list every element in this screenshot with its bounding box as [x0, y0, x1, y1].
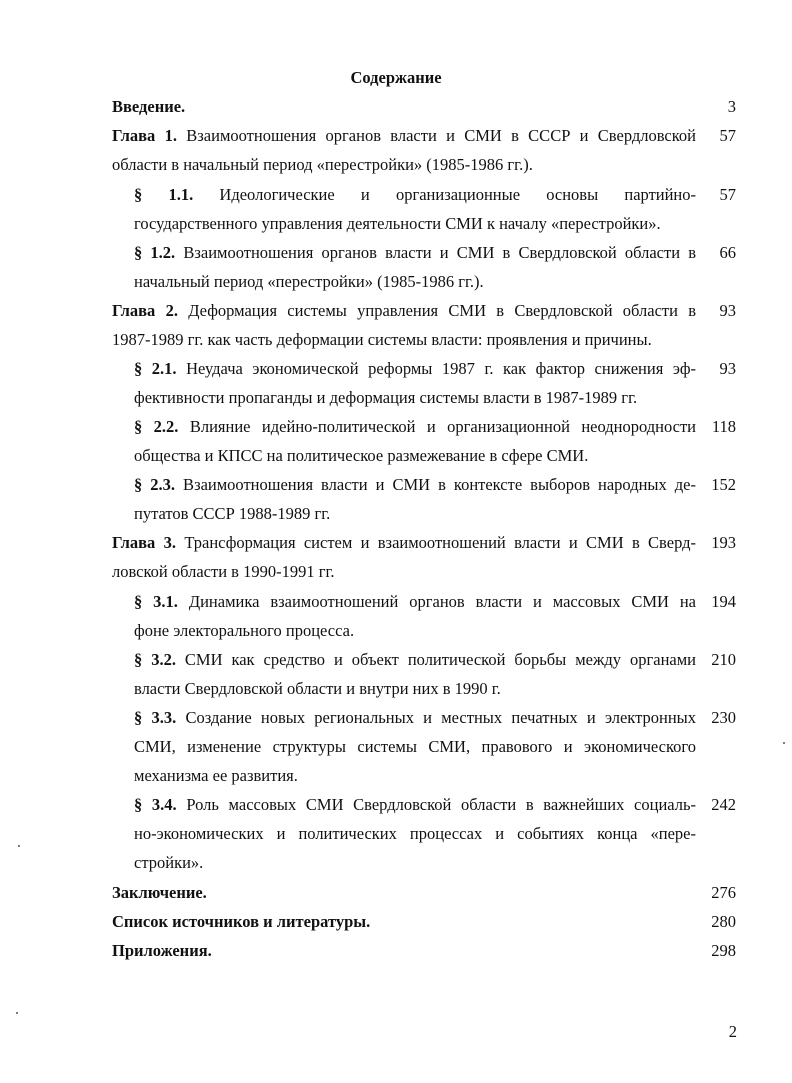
entry-page: 66 — [719, 243, 736, 262]
entry-label: Приложения. — [112, 941, 212, 960]
entry-label: § 2.3. — [134, 475, 176, 494]
entry-page: 242 — [711, 795, 736, 814]
entry-title: Влияние идейно-политической и организационной неоднородности — [178, 417, 697, 436]
scan-speck — [783, 742, 785, 744]
entry-title-line-2: начальный период «перестройки» (1985-1986 гг.). — [134, 272, 484, 291]
entry-title: Взаимоотношения органов власти и СМИ в Свердловской области в — [175, 243, 697, 262]
entry-title-line-2: 1987-1989 гг. как часть деформации системы власти: проявления и причины. — [112, 330, 652, 349]
entry-title: Неудача экономической реформы 1987 г. как фактор снижения эф- — [176, 359, 697, 378]
entry-label: Заключение. — [112, 883, 207, 902]
entry-page: 193 — [711, 533, 736, 552]
entry-page: 210 — [711, 650, 736, 669]
entry-title: Взаимоотношения органов власти и СМИ в СССР и Свердловской — [176, 126, 697, 145]
entry-label: Глава 1. — [112, 126, 177, 145]
entry-page: 298 — [711, 941, 736, 960]
entry-page: 57 — [719, 185, 736, 204]
entry-page: 118 — [711, 417, 736, 436]
entry-title-line-2: но-экономических и политических процессах и событиях конца «пере- — [134, 824, 696, 843]
entry-label: § 1.2. — [134, 243, 176, 262]
entry-label: § 2.1. — [134, 359, 177, 378]
entry-label: § 1.1. — [134, 185, 194, 204]
entry-title-line-3: стройки». — [134, 853, 204, 872]
entry-title-line-3: механизма ее развития. — [134, 766, 298, 785]
page-title: Содержание — [350, 68, 442, 87]
entry-title: Идеологические и организационные основы партийно- — [193, 185, 697, 204]
entry-title: Взаимоотношения власти и СМИ в контексте выборов народных де- — [175, 475, 696, 494]
entry-title-line-2: путатов СССР 1988-1989 гг. — [134, 504, 331, 523]
entry-title-line-2: фоне электорального процесса. — [134, 621, 355, 640]
entry-title-line-2: области в начальный период «перестройки» (1985-1986 гг.). — [112, 155, 533, 174]
entry-page: 93 — [719, 301, 736, 320]
entry-title-line-2: государственного управления деятельности СМИ к началу «перестройки». — [134, 214, 661, 233]
entry-title-line-2: ловской области в 1990-1991 гг. — [112, 562, 335, 581]
entry-title: Создание новых региональных и местных печатных и электронных — [176, 708, 696, 727]
entry-label: § 3.1. — [134, 592, 178, 611]
page-number: 2 — [728, 1022, 737, 1041]
entry-page: 280 — [711, 912, 736, 931]
entry-title: Динамика взаимоотношений органов власти и массовых СМИ на — [177, 592, 697, 611]
entry-page: 93 — [719, 359, 736, 378]
entry-title: Деформация системы управления СМИ в Свердловской области в — [177, 301, 697, 320]
entry-page: 230 — [711, 708, 736, 727]
entry-title-line-2: власти Свердловской области и внутри них в 1990 г. — [134, 679, 501, 698]
entry-title-line-2: общества и КПСС на политическое размежевание в сфере СМИ. — [134, 446, 589, 465]
entry-page: 57 — [719, 126, 736, 145]
entry-label: Глава 2. — [112, 301, 178, 320]
entry-label: Глава 3. — [112, 533, 176, 552]
entry-title-line-2: СМИ, изменение структуры системы СМИ, правового и экономического — [134, 737, 696, 756]
entry-label: § 3.4. — [134, 795, 177, 814]
entry-label: Список источников и литературы. — [112, 912, 371, 931]
entry-title-line-2: фективности пропаганды и деформация системы власти в 1987-1989 гг. — [134, 388, 638, 407]
entry-page: 276 — [711, 883, 736, 902]
entry-title: Трансформация систем и взаимоотношений власти и СМИ в Сверд- — [176, 533, 696, 552]
entry-label: Введение. — [112, 97, 186, 116]
entry-label: § 3.2. — [134, 650, 176, 669]
scan-speck — [18, 845, 20, 847]
entry-page: 152 — [711, 475, 736, 494]
entry-label: § 3.3. — [134, 708, 177, 727]
scan-speck — [16, 1012, 18, 1014]
entry-page: 3 — [727, 97, 736, 116]
entry-page: 194 — [711, 592, 736, 611]
entry-label: § 2.2. — [134, 417, 179, 436]
entry-title: Роль массовых СМИ Свердловской области в важнейших социаль- — [176, 795, 696, 814]
entry-title: СМИ как средство и объект политической борьбы между органами — [175, 650, 696, 669]
